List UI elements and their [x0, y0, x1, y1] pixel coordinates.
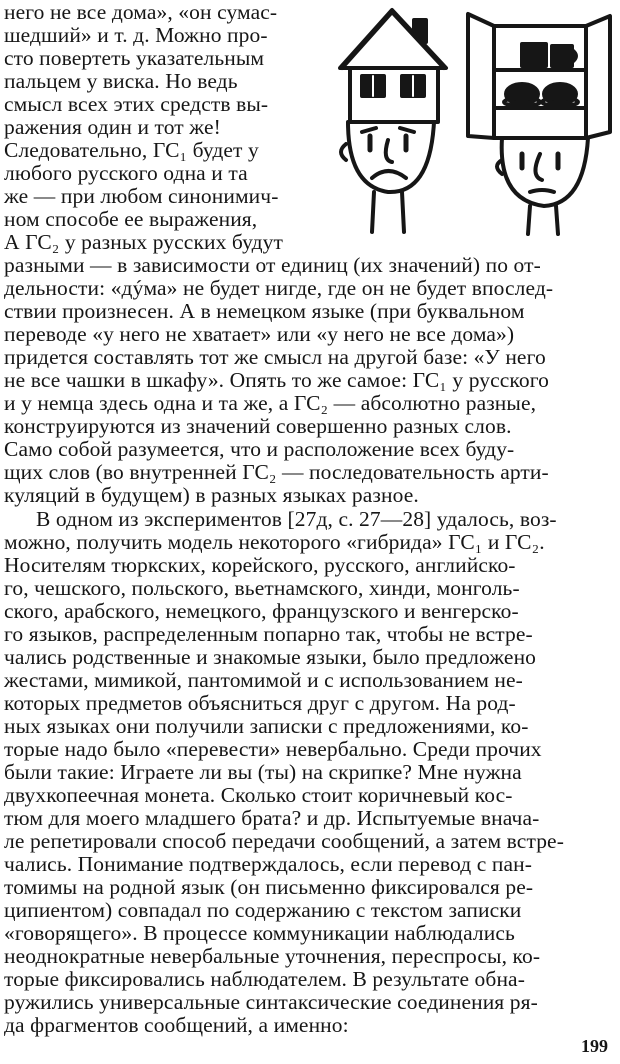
text-line: торые надо было «перевести» невербально. Среди прочих: [4, 737, 542, 761]
text-line: неоднократные невербальные уточнения, переспросы, ко-: [4, 944, 541, 968]
text-line: жестами, мимикой, пантомимой и с использованием не-: [4, 668, 523, 692]
text-line: тюм для моего младшего брата? и др. Испытуемые внача-: [4, 806, 540, 830]
text-line: не все чашки в шкафу». Опять то же самое: ГС₁ у русского: [4, 368, 549, 392]
text-line: го, чешского, польского, вьетнамского, хинди, монголь-: [4, 576, 520, 600]
text-line: были такие: Играете ли вы (ты) на скрипке? Мне нужна: [4, 760, 522, 784]
text-line: переводе «у него не хватает» или «у него не все дома»): [4, 322, 515, 346]
text-line: ном способе ее выражения,: [4, 207, 258, 231]
closed-house-head-figure: [340, 10, 446, 232]
text-line: куляций в будущем) в разных языках разное.: [4, 483, 419, 507]
text-line: томимы на родной язык (он письменно фиксировался ре-: [4, 875, 534, 899]
text-line: ражения один и тот же!: [4, 115, 221, 139]
text-line: Носителям тюркских, корейского, русского, английско-: [4, 553, 516, 577]
text-line: и у немца здесь одна и та же, а ГС₂ — абсолютно разные,: [4, 391, 537, 415]
text-line: щих слов (во внутренней ГС₂ — последовательность арти-: [4, 460, 549, 484]
text-line: чались родственные и знакомые языки, было предложено: [4, 645, 537, 669]
text-line: него не все дома», «он сумас-: [4, 0, 278, 24]
text-line: чались. Понимание подтверждалось, если перевод с пан-: [4, 852, 532, 876]
text-line: ных языках они получили записки с предложениями, ко-: [4, 714, 529, 738]
text-line: да фрагментов сообщений, а именно:: [4, 1013, 349, 1037]
text-line: А ГС₂ у разных русских будут: [4, 230, 284, 254]
text-line: шедший» и т. д. Можно про-: [4, 23, 268, 47]
text-line: разными — в зависимости от единиц (их значений) по от-: [4, 253, 541, 277]
text-line: пальцем у виска. Но ведь: [4, 69, 238, 93]
open-cupboard-head-figure: [468, 14, 610, 234]
page-number: 199: [581, 1036, 608, 1056]
text-line: го языков, распределенным попарно так, чтобы не встре-: [4, 622, 533, 646]
text-line: двухкопеечная монета. Сколько стоит коричневый кос-: [4, 783, 513, 807]
text-line: придется составлять тот же смысл на другой базе: «У него: [4, 345, 546, 369]
text-line: же — при любом синонимич-: [4, 184, 279, 208]
text-line: Само собой разумеется, что и расположение всех буду-: [4, 437, 515, 461]
text-line: можно, получить модель некоторого «гибрида» ГС₁ и ГС₂.: [4, 530, 545, 554]
text-line: сто повертеть указательным: [4, 46, 265, 70]
text-line: Следовательно, ГС₁ будет у: [4, 138, 259, 162]
text-line: ципиентом) совпадал по содержанию с текстом записки: [4, 898, 522, 922]
text-line: «говорящего». В процессе коммуникации наблюдались: [4, 921, 515, 945]
text-line: ского, арабского, немецкого, французского и венгерско-: [4, 599, 519, 623]
text-line: любого русского одна и та: [4, 161, 248, 185]
paragraph-start-line: В одном из экспериментов [27д, с. 27—28] удалось, воз-: [36, 507, 557, 531]
text-line: торые фиксировались наблюдателем. В результате обна-: [4, 967, 525, 991]
text-line: смысл всех этих средств вы-: [4, 92, 269, 116]
text-line: которых предметов объясниться друг с другом. На род-: [4, 691, 516, 715]
text-line: ле репетировали способ передачи сообщений, а затем встре-: [4, 829, 564, 853]
illustration-two-house-heads: [326, 4, 616, 236]
text-line: ствии произнесен. А в немецком языке (при буквальном: [4, 299, 525, 323]
text-line: ружились универсальные синтаксические соединения ря-: [4, 990, 538, 1014]
text-line: дельности: «дýма» не будет нигде, где он не будет впослед-: [4, 276, 554, 300]
text-line: конструируются из значений совершенно разных слов.: [4, 414, 512, 438]
